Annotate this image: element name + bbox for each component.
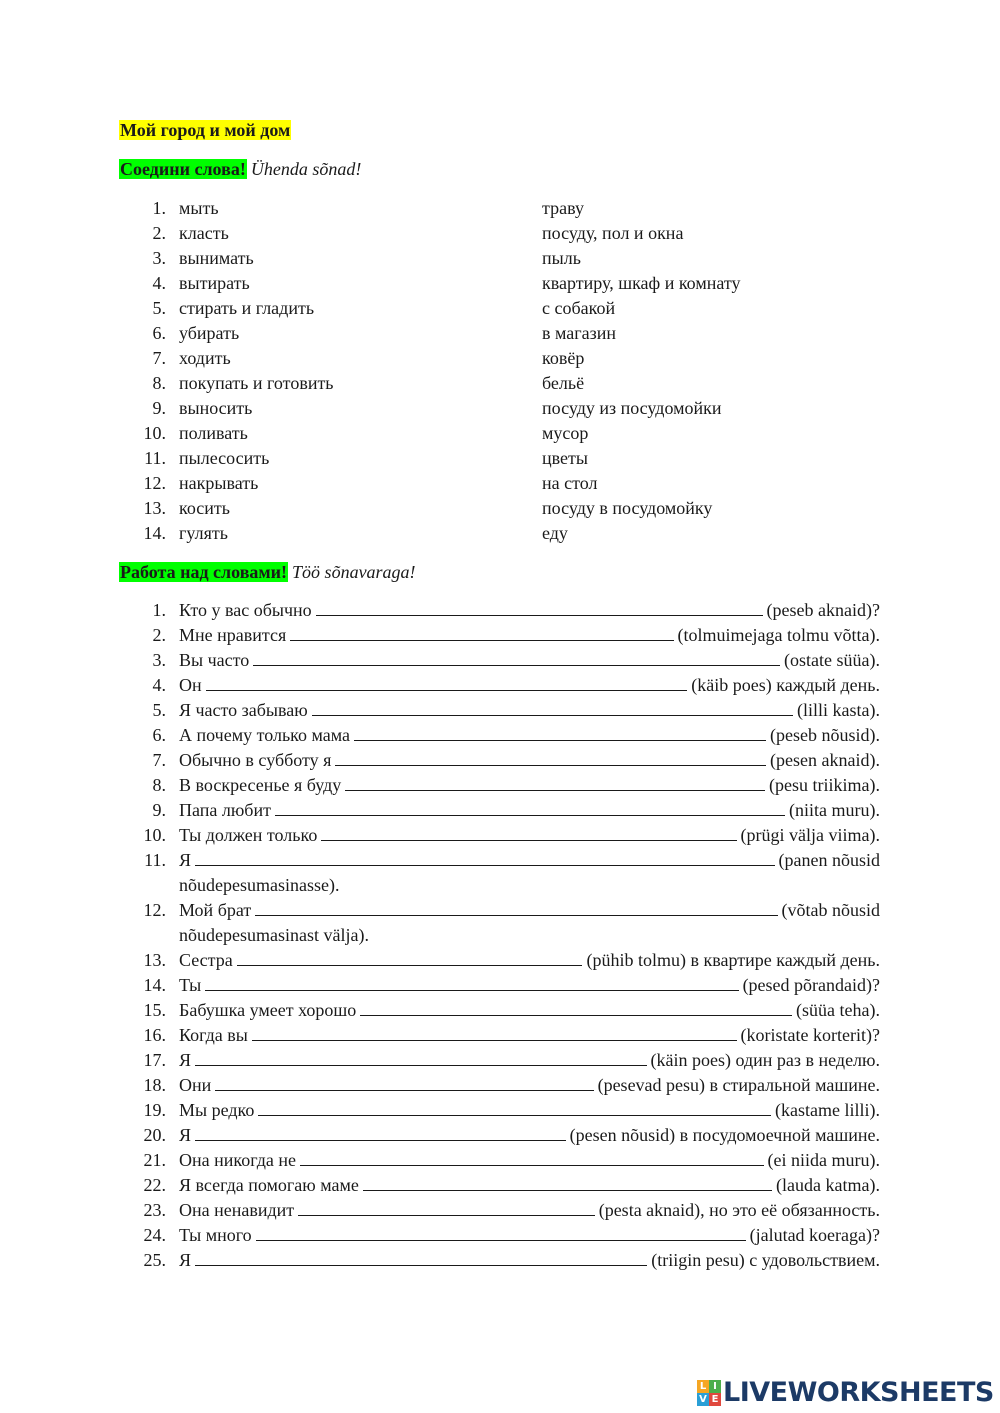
item-number: 21. xyxy=(143,1150,166,1170)
item-number: 5. xyxy=(152,700,166,720)
sentence-hint: (prügi välja viima). xyxy=(740,825,880,845)
page-title xyxy=(119,118,291,142)
fill-sentence xyxy=(179,623,880,648)
fill-row xyxy=(0,823,1000,848)
fill-sentence xyxy=(179,1123,880,1148)
sentence-start: Она ненавидит xyxy=(179,1200,295,1220)
sentence-hint: (triigin pesu) с удовольствием. xyxy=(651,1250,880,1270)
sentence-hint: (pesta aknaid), но это её обязанность. xyxy=(598,1200,880,1220)
answer-blank[interactable] xyxy=(195,1048,647,1066)
sentence-start: Мы редко xyxy=(179,1100,255,1120)
liveworksheets-logo[interactable] xyxy=(697,1377,994,1408)
match-row xyxy=(0,496,1000,521)
match-left-word: косить xyxy=(179,498,230,518)
item-number: 22. xyxy=(143,1175,166,1195)
fill-row xyxy=(0,1248,1000,1273)
match-right-word: мусор xyxy=(542,423,589,443)
match-left-word: мыть xyxy=(179,198,219,218)
sentence-hint: (pesevad pesu) в стиральной машине. xyxy=(597,1075,880,1095)
sentence-hint: (peseb nõusid). xyxy=(770,725,880,745)
fill-sentence xyxy=(179,1148,880,1173)
answer-blank[interactable] xyxy=(290,623,673,641)
answer-blank[interactable] xyxy=(237,948,583,966)
fill-row xyxy=(0,673,1000,698)
fill-row xyxy=(0,1073,1000,1098)
fill-row xyxy=(0,1173,1000,1198)
logo-mark-letter: I xyxy=(709,1380,721,1393)
fill-sentence xyxy=(179,773,880,798)
item-number: 25. xyxy=(143,1250,166,1270)
match-row xyxy=(0,371,1000,396)
match-right-word: с собакой xyxy=(542,298,616,318)
match-row xyxy=(0,446,1000,471)
sentence-hint: (pesen aknaid). xyxy=(770,750,880,770)
sentence-start: Ты много xyxy=(179,1225,252,1245)
match-right-word: еду xyxy=(542,523,568,543)
match-right-word: бельё xyxy=(542,373,585,393)
answer-blank[interactable] xyxy=(316,598,763,616)
sentence-start: Я часто забываю xyxy=(179,700,308,720)
match-row xyxy=(0,396,1000,421)
item-number: 11. xyxy=(144,850,166,870)
sentence-hint: (käib poes) каждый день. xyxy=(691,675,880,695)
sentence-hint: (süüa teha). xyxy=(796,1000,880,1020)
match-row xyxy=(0,221,1000,246)
section1-subtitle: Ühenda sõnad! xyxy=(250,159,362,179)
fill-row xyxy=(0,698,1000,723)
item-number: 8. xyxy=(152,775,166,795)
match-right-word: посуду, пол и окна xyxy=(542,223,684,243)
item-number: 10. xyxy=(143,423,166,443)
sentence-hint: (koristate korterit)? xyxy=(740,1025,880,1045)
item-number: 19. xyxy=(143,1100,166,1120)
fill-row xyxy=(0,998,1000,1023)
sentence-hint: (pesed põrandaid)? xyxy=(742,975,880,995)
match-left-word: вытирать xyxy=(179,273,250,293)
sentence-start: Я xyxy=(179,1250,192,1270)
match-right-word: траву xyxy=(542,198,584,218)
item-number: 2. xyxy=(152,625,166,645)
item-number: 9. xyxy=(152,398,166,418)
fill-list xyxy=(0,598,1000,1273)
sentence-start: Бабушка умеет хорошо xyxy=(179,1000,357,1020)
match-left-word: покупать и готовить xyxy=(179,373,334,393)
fill-sentence xyxy=(179,1023,880,1048)
item-number: 16. xyxy=(143,1025,166,1045)
sentence-hint: (võtab nõusid xyxy=(781,900,880,920)
fill-sentence xyxy=(179,848,880,873)
item-number: 6. xyxy=(152,725,166,745)
fill-sentence xyxy=(179,823,880,848)
match-left-word: класть xyxy=(179,223,229,243)
item-number: 1. xyxy=(152,198,166,218)
item-number: 1. xyxy=(152,600,166,620)
match-right-word: посуду в посудомойку xyxy=(542,498,713,518)
fill-sentence xyxy=(179,1098,880,1123)
section2-title: Работа над словами! xyxy=(120,562,288,582)
logo-mark-letter: E xyxy=(709,1393,721,1406)
answer-blank[interactable] xyxy=(195,1123,566,1141)
match-row xyxy=(0,271,1000,296)
fill-sentence xyxy=(179,898,880,923)
item-number: 7. xyxy=(152,348,166,368)
fill-sentence xyxy=(179,798,880,823)
match-left-word: убирать xyxy=(179,323,240,343)
item-number: 3. xyxy=(152,650,166,670)
match-row xyxy=(0,321,1000,346)
match-right-word: ковёр xyxy=(542,348,585,368)
fill-sentence xyxy=(179,723,880,748)
answer-blank[interactable] xyxy=(300,1148,764,1166)
item-number: 23. xyxy=(143,1200,166,1220)
item-number: 2. xyxy=(152,223,166,243)
sentence-hint: (ostate süüa). xyxy=(784,650,880,670)
match-left-word: ходить xyxy=(179,348,231,368)
answer-blank[interactable] xyxy=(206,673,688,691)
sentence-start: Когда вы xyxy=(179,1025,248,1045)
item-number: 9. xyxy=(152,800,166,820)
match-row xyxy=(0,196,1000,221)
sentence-hint: (lauda katma). xyxy=(776,1175,880,1195)
fill-sentence xyxy=(179,998,880,1023)
sentence-start: Ты xyxy=(179,975,202,995)
page-title-text: Мой город и мой дом xyxy=(120,120,291,140)
match-row xyxy=(0,421,1000,446)
sentence-start: В воскресенье я буду xyxy=(179,775,342,795)
sentence-hint: (pesen nõusid) в посудомоечной машине. xyxy=(569,1125,880,1145)
fill-row xyxy=(0,1023,1000,1048)
match-row xyxy=(0,296,1000,321)
fill-sentence xyxy=(179,673,880,698)
item-number: 6. xyxy=(152,323,166,343)
answer-blank[interactable] xyxy=(252,1023,737,1041)
match-left-word: выносить xyxy=(179,398,253,418)
item-number: 12. xyxy=(143,473,166,493)
logo-mark-icon xyxy=(697,1380,721,1406)
sentence-start: Обычно в субботу я xyxy=(179,750,332,770)
fill-row xyxy=(0,1198,1000,1223)
fill-sentence xyxy=(179,698,880,723)
answer-blank[interactable] xyxy=(256,1223,746,1241)
match-left-word: стирать и гладить xyxy=(179,298,315,318)
item-number: 8. xyxy=(152,373,166,393)
match-left-word: накрывать xyxy=(179,473,259,493)
item-number: 24. xyxy=(143,1225,166,1245)
item-number: 14. xyxy=(143,523,166,543)
item-number: 13. xyxy=(143,498,166,518)
sentence-hint: (ei niida muru). xyxy=(767,1150,880,1170)
sentence-start: Я xyxy=(179,1125,192,1145)
fill-row xyxy=(0,973,1000,998)
answer-blank[interactable] xyxy=(258,1098,771,1116)
item-number: 14. xyxy=(143,975,166,995)
sentence-hint-continued: nõudepesumasinast välja). xyxy=(179,925,369,945)
sentence-hint: (panen nõusid xyxy=(778,850,880,870)
match-left-word: пылесосить xyxy=(179,448,270,468)
sentence-hint: (jalutad koeraga)? xyxy=(749,1225,880,1245)
fill-row xyxy=(0,948,1000,973)
answer-blank[interactable] xyxy=(345,773,765,791)
fill-sentence xyxy=(179,1248,880,1273)
answer-blank[interactable] xyxy=(205,973,738,991)
section1-heading xyxy=(119,157,361,181)
match-row xyxy=(0,471,1000,496)
sentence-start: Мой брат xyxy=(179,900,252,920)
match-row xyxy=(0,246,1000,271)
sentence-start: Мне нравится xyxy=(179,625,287,645)
fill-row xyxy=(0,723,1000,748)
fill-row xyxy=(0,1098,1000,1123)
fill-row xyxy=(0,773,1000,798)
sentence-start: Я xyxy=(179,850,192,870)
item-number: 17. xyxy=(143,1050,166,1070)
sentence-hint: (pühib tolmu) в квартире каждый день. xyxy=(586,950,880,970)
section2-heading xyxy=(119,560,416,584)
section2-subtitle: Töö sõnavaraga! xyxy=(292,562,416,582)
section1-title: Соедини слова! xyxy=(120,159,246,179)
fill-row xyxy=(0,748,1000,773)
fill-row xyxy=(0,1123,1000,1148)
item-number: 4. xyxy=(152,675,166,695)
answer-blank[interactable] xyxy=(312,698,793,716)
match-right-word: пыль xyxy=(542,248,581,268)
item-number: 7. xyxy=(152,750,166,770)
fill-sentence xyxy=(179,948,880,973)
answer-blank[interactable] xyxy=(298,1198,595,1216)
fill-sentence xyxy=(179,1073,880,1098)
sentence-hint: (niita muru). xyxy=(789,800,880,820)
sentence-start: А почему только мама xyxy=(179,725,351,745)
fill-row xyxy=(0,623,1000,648)
sentence-start: Я xyxy=(179,1050,192,1070)
sentence-start: Папа любит xyxy=(179,800,271,820)
item-number: 11. xyxy=(144,448,166,468)
item-number: 13. xyxy=(143,950,166,970)
item-number: 4. xyxy=(152,273,166,293)
answer-blank[interactable] xyxy=(215,1073,593,1091)
sentence-hint: (kastame lilli). xyxy=(775,1100,880,1120)
answer-blank[interactable] xyxy=(195,848,775,866)
fill-sentence xyxy=(179,648,880,673)
answer-blank[interactable] xyxy=(335,748,766,766)
answer-blank[interactable] xyxy=(354,723,766,741)
match-right-word: на стол xyxy=(542,473,598,493)
sentence-start: Он xyxy=(179,675,202,695)
item-number: 20. xyxy=(143,1125,166,1145)
sentence-hint: (pesu triikima). xyxy=(769,775,880,795)
match-left-word: вынимать xyxy=(179,248,254,268)
answer-blank[interactable] xyxy=(253,648,780,666)
sentence-start: Она никогда не xyxy=(179,1150,296,1170)
item-number: 12. xyxy=(143,900,166,920)
item-number: 10. xyxy=(143,825,166,845)
answer-blank[interactable] xyxy=(363,1173,772,1191)
answer-blank[interactable] xyxy=(321,823,736,841)
fill-sentence xyxy=(179,1198,880,1223)
sentence-start: Ты должен только xyxy=(179,825,318,845)
sentence-hint: (käin poes) один раз в неделю. xyxy=(650,1050,880,1070)
sentence-hint: (peseb aknaid)? xyxy=(766,600,880,620)
sentence-start: Они xyxy=(179,1075,212,1095)
fill-row xyxy=(0,598,1000,623)
item-number: 15. xyxy=(143,1000,166,1020)
logo-text: LIVEWORKSHEETS xyxy=(723,1377,994,1408)
sentence-hint: (tolmuimejaga tolmu võtta). xyxy=(677,625,880,645)
answer-blank[interactable] xyxy=(275,798,785,816)
logo-mark-letter: L xyxy=(697,1380,709,1393)
answer-blank[interactable] xyxy=(255,898,777,916)
sentence-start: Сестра xyxy=(179,950,233,970)
logo-mark-letter: V xyxy=(697,1393,709,1406)
fill-row xyxy=(0,1148,1000,1173)
fill-sentence xyxy=(179,598,880,623)
item-number: 3. xyxy=(152,248,166,268)
fill-sentence xyxy=(179,1223,880,1248)
match-list xyxy=(0,196,1000,546)
fill-row xyxy=(0,648,1000,673)
answer-blank[interactable] xyxy=(360,998,792,1016)
sentence-start: Вы часто xyxy=(179,650,250,670)
fill-row xyxy=(0,848,1000,898)
fill-sentence xyxy=(179,1173,880,1198)
match-left-word: гулять xyxy=(179,523,228,543)
match-right-word: цветы xyxy=(542,448,588,468)
match-right-word: посуду из посудомойки xyxy=(542,398,722,418)
fill-row xyxy=(0,1048,1000,1073)
sentence-hint: (lilli kasta). xyxy=(797,700,880,720)
sentence-start: Кто у вас обычно xyxy=(179,600,312,620)
fill-row xyxy=(0,898,1000,948)
fill-sentence xyxy=(179,973,880,998)
item-number: 5. xyxy=(152,298,166,318)
match-left-word: поливать xyxy=(179,423,248,443)
match-row xyxy=(0,521,1000,546)
answer-blank[interactable] xyxy=(195,1248,647,1266)
sentence-hint-continued: nõudepesumasinasse). xyxy=(179,875,340,895)
match-right-word: квартиру, шкаф и комнату xyxy=(542,273,741,293)
fill-row xyxy=(0,1223,1000,1248)
sentence-start: Я всегда помогаю маме xyxy=(179,1175,359,1195)
match-right-word: в магазин xyxy=(542,323,617,343)
item-number: 18. xyxy=(143,1075,166,1095)
fill-row xyxy=(0,798,1000,823)
match-row xyxy=(0,346,1000,371)
fill-sentence xyxy=(179,1048,880,1073)
fill-sentence xyxy=(179,748,880,773)
